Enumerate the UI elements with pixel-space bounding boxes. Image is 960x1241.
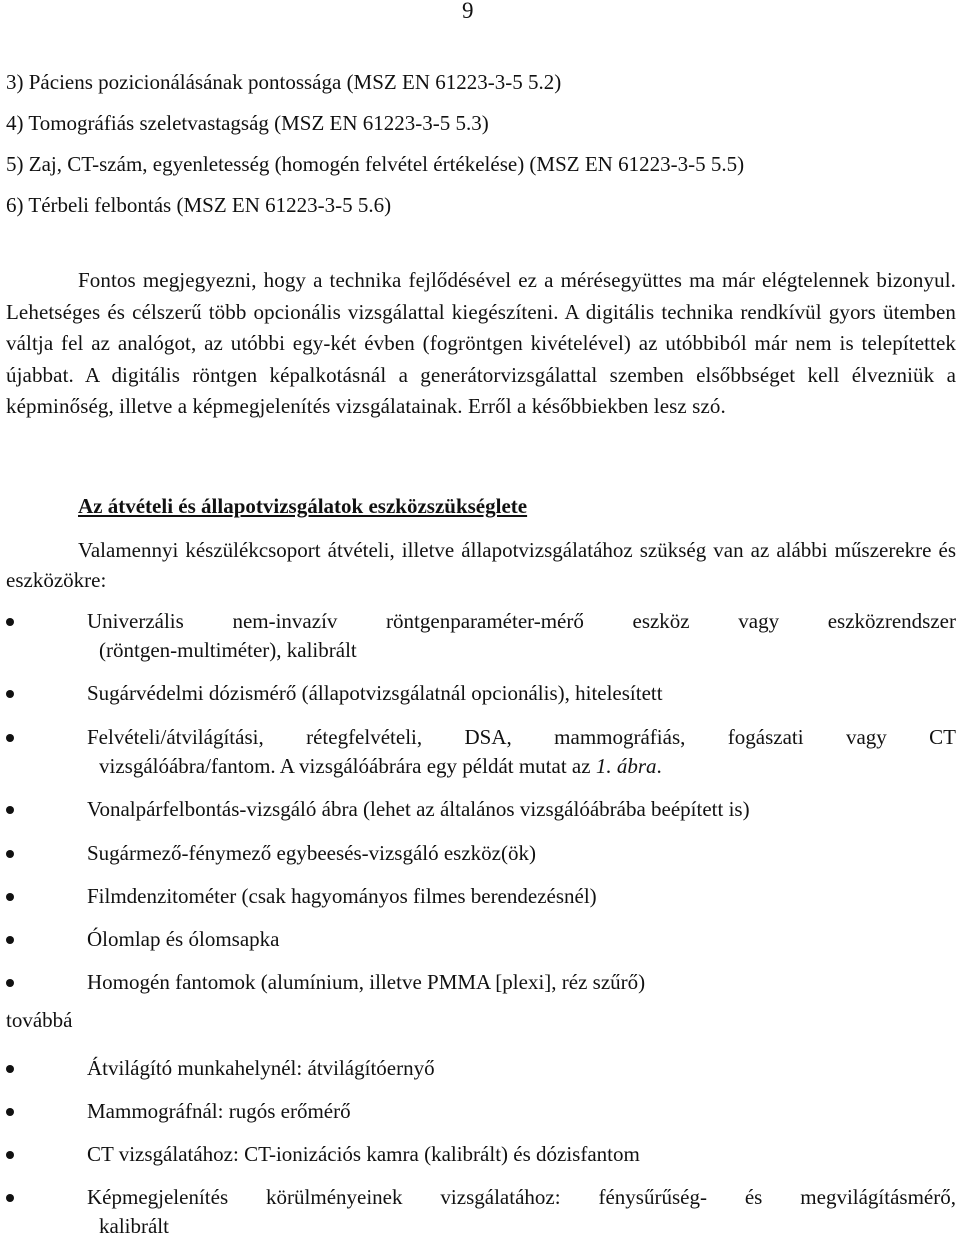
list-item	[0, 1183, 956, 1241]
page-number: 9	[462, 0, 474, 23]
list-item-text-continued: (röntgen-multiméter), kalibrált	[99, 638, 357, 662]
list-item: 3) Páciens pozicionálásának pontossága (MSZ EN 61223-3-5 5.2)	[6, 70, 562, 94]
list-item	[0, 679, 956, 708]
list-item-text: CT vizsgálatához: CT-ionizációs kamra (kalibrált) és dózisfantom	[87, 1142, 640, 1166]
list-item	[0, 925, 956, 954]
list-item-text-continued: kalibrált	[99, 1214, 169, 1238]
body-paragraph: Fontos megjegyezni, hogy a technika fejlődésével ez a mérésegyüttes ma már elégtelennek bizonyul. Lehetséges és célszerű több opcionális vizsgálattal kiegészíteni. A digitális technika rendkívül gyors ütemben váltja fel az analógot, az utóbbi egy-két évben (fogröntgen kivételével) az utóbbiból már nem is telepítettek újabbat. A digitális röntgen képalkotásnál a generátorvizsgálattal szemben elsőbbséget kell élvezniük a képminőség, illetve a képmegjelenítés vizsgálatainak. Erről a későbbiekben lesz szó.	[6, 268, 956, 418]
list-item	[0, 882, 956, 911]
figure-reference: 1. ábra	[595, 754, 657, 778]
continuation-label: továbbá	[6, 1008, 73, 1032]
list-item	[0, 1097, 956, 1126]
list-item-text: Vonalpárfelbontás-vizsgáló ábra (lehet az általános vizsgálóábrába beépített is)	[87, 797, 750, 821]
bullet-icon	[0, 795, 87, 824]
list-item-text: Homogén fantomok (alumínium, illetve PMMA [plexi], réz szűrő)	[87, 970, 646, 994]
list-item-text: Mammográfnál: rugós erőmérő	[87, 1099, 351, 1123]
list-item: 6) Térbeli felbontás (MSZ EN 61223-3-5 5.6)	[6, 193, 392, 217]
list-item	[0, 795, 956, 824]
section-heading: Az átvételi és állapotvizsgálatok eszközszükséglete	[78, 494, 528, 518]
bullet-icon	[0, 723, 87, 781]
list-item	[0, 1140, 956, 1169]
bullet-icon	[0, 925, 87, 954]
bullet-icon	[0, 679, 87, 708]
bullet-icon	[0, 968, 87, 997]
list-item: 5) Zaj, CT-szám, egyenletesség (homogén felvétel értékelése) (MSZ EN 61223-3-5 5.5)	[6, 152, 745, 176]
list-item	[0, 723, 956, 781]
bullet-icon	[0, 839, 87, 868]
list-item-text: Filmdenzitométer (csak hagyományos filmes berendezésnél)	[87, 884, 597, 908]
list-item-text: Sugármező-fénymező egybeesés-vizsgáló eszköz(ök)	[87, 841, 536, 865]
intro-paragraph: Valamennyi készülékcsoport átvételi, illetve állapotvizsgálatához szükség van az alábbi műszerekre és eszközökre:	[6, 538, 956, 592]
list-item	[0, 839, 956, 868]
list-item-text: Felvételi/átvilágítási, rétegfelvételi, DSA, mammográfiás, fogászati vagy CT	[87, 725, 956, 749]
list-item-text: Univerzális nem-invazív röntgenparaméter-mérő eszköz vagy eszközrendszer	[87, 609, 956, 633]
list-item-text: Ólomlap és ólomsapka	[87, 927, 280, 951]
list-item-text: Sugárvédelmi dózismérő (állapotvizsgálatnál opcionális), hitelesített	[87, 681, 663, 705]
bullet-icon	[0, 882, 87, 911]
list-item-text-continued: vizsgálóábra/fantom. A vizsgálóábrára egy példát mutat az 1. ábra.	[99, 754, 662, 778]
list-item	[0, 607, 956, 665]
bullet-icon	[0, 607, 87, 665]
list-item	[0, 968, 956, 997]
standards-list	[6, 68, 954, 232]
list-item-text: Átvilágító munkahelynél: átvilágítóernyő	[87, 1056, 435, 1080]
list-item: 4) Tomográfiás szeletvastagság (MSZ EN 61223-3-5 5.3)	[6, 111, 489, 135]
bullet-icon	[0, 1054, 87, 1083]
bullet-icon	[0, 1097, 87, 1126]
bullet-icon	[0, 1183, 87, 1241]
list-item	[0, 1054, 956, 1083]
list-item-text: Képmegjelenítés körülményeinek vizsgálatához: fénysűrűség- és megvilágításmérő,	[87, 1185, 956, 1209]
bullet-icon	[0, 1140, 87, 1169]
